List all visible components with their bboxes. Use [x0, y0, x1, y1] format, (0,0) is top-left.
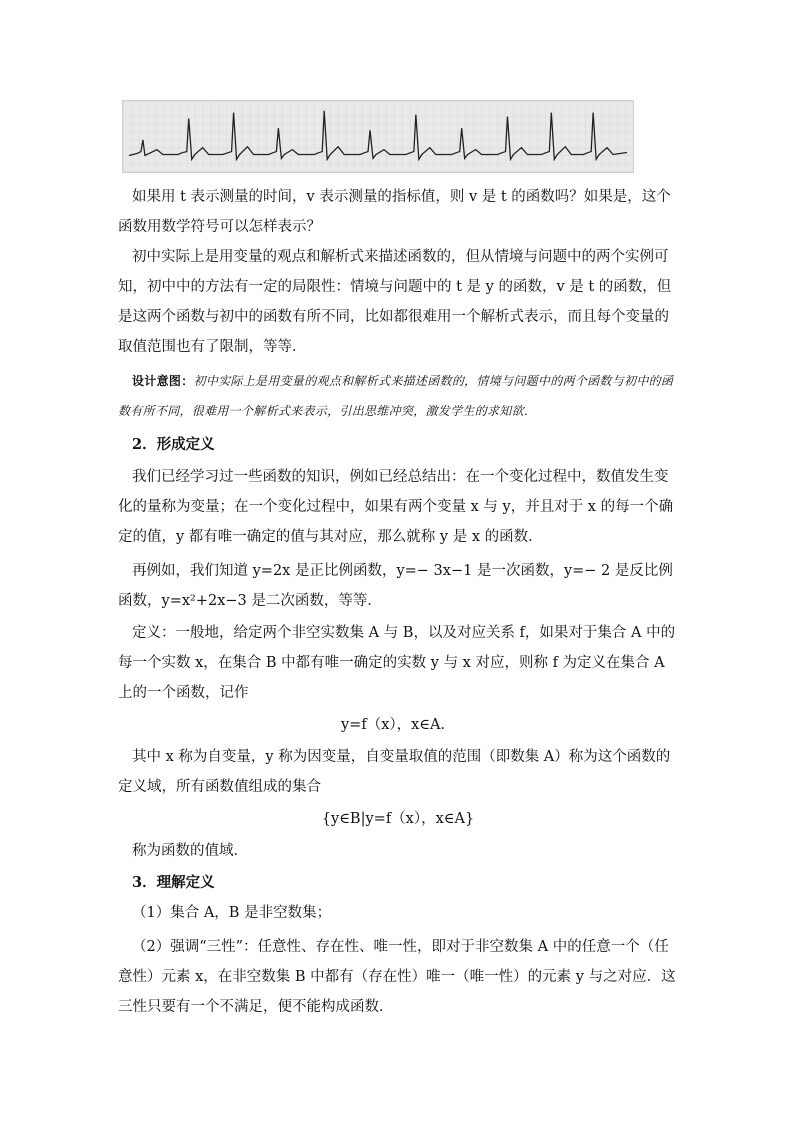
formula-function-notation: y=f（x），x∈A． [340, 717, 456, 733]
design-intent-text: 初中实际上是用变量的观点和解析式来描述函数的，情境与问题中的两个函数与初中的函数有所不同，很难用一个解析式来表示，引出思维冲突，激发学生的求知欲． [118, 374, 674, 418]
formula-range-set: {y∈B|y=f（x），x∈A} [321, 811, 475, 827]
paragraph-variable-definition: 我们已经学习过一些函数的知识，例如已经总结出：在一个变化过程中，数值发生变化的量称为变量；在一个变化过程中，如果有两个变量 x 与 y，并且对于 x 的每一个确定的值，y 都有唯一确定的值与其对应，那么就称 y 是 x 的函数． [118, 469, 674, 545]
paragraph-question: 如果用 t 表示测量的时间，v 表示测量的指标值，则 v 是 t 的函数吗？如果是，这个函数用数学符号可以怎样表示？ [118, 189, 671, 235]
paragraph-point-2: （2）强调“三性”：任意性、存在性、唯一性，即对于非空数集 A 中的任意一个（任意性）元素 x，在非空数集 B 中都有（存在性）唯一（唯一性）的元素 y 与之对应．这三性只要有一个不满足，便不能构成函数． [118, 939, 676, 1015]
section-heading-form-definition: 2．形成定义 [132, 436, 215, 453]
paragraph-design-intent [118, 366, 678, 426]
ecg-strip-image [122, 100, 634, 173]
paragraph-examples: 再例如，我们知道 y=2x 是正比例函数，y=− 3x−1 是一次函数，y=− 2 是反比例函数，y=x²+2x−3 是二次函数，等等． [118, 563, 673, 609]
paragraph-range: 称为函数的值域． [132, 843, 248, 859]
paragraph-junior-view: 初中实际上是用变量的观点和解析式来描述函数的，但从情境与问题中的两个实例可知，初中中的方法有一定的局限性：情境与问题中的 t 是 y 的函数，v 是 t 的函数，但是这两个函数与初中的函数有所不同，比如都很难用一个解析式表示，而且每个变量的取值范围也有了限制，等等． [118, 249, 672, 355]
paragraph-function-definition: 定义：一般地，给定两个非空实数集 A 与 B，以及对应关系 f，如果对于集合 A 中的每一个实数 x，在集合 B 中都有唯一确定的实数 y 与 x 对应，则称 f 为定义在集合 A 上的一个函数，记作 [118, 625, 676, 701]
section-heading-understand-definition: 3．理解定义 [132, 874, 215, 891]
paragraph-point-1: （1）集合 A，B 是非空数集； [132, 905, 332, 921]
design-intent-label: 设计意图： [132, 374, 194, 388]
paragraph-domain: 其中 x 称为自变量，y 称为因变量，自变量取值的范围（即数集 A）称为这个函数的定义域，所有函数值组成的集合 [118, 749, 671, 795]
ecg-waveform [123, 101, 633, 172]
